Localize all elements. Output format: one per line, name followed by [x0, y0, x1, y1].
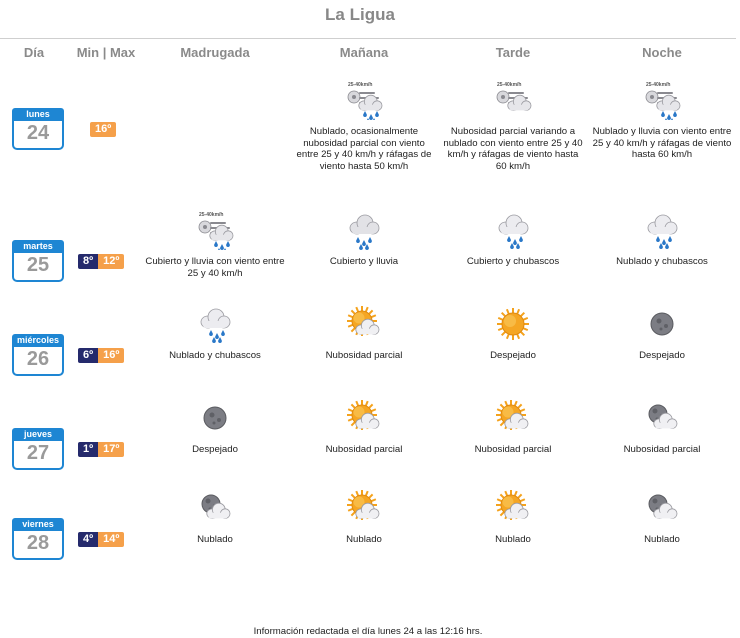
- forecast-cell: [587, 80, 737, 161]
- temp-min: 4º: [78, 532, 98, 547]
- forecast-cell: [587, 304, 737, 362]
- forecast-description: Despejado: [639, 350, 685, 361]
- cloud-showers-icon: [493, 210, 533, 250]
- header-manana: Mañana: [339, 45, 389, 60]
- forecast-description: Nubosidad parcial: [325, 350, 403, 361]
- moon-icon: [642, 304, 682, 344]
- forecast-description: Cubierto y lluvia con viento entre 25 y 40 km/h: [145, 256, 285, 279]
- temp-max: 12º: [98, 254, 124, 269]
- temp-range: [78, 254, 124, 269]
- sun-cloud-icon: [493, 488, 533, 528]
- day-weekday: miércoles: [12, 334, 64, 347]
- forecast-description: Nublado: [644, 534, 680, 545]
- temp-min: 6º: [78, 348, 98, 363]
- forecast-description: Nublado y chubascos: [169, 350, 261, 361]
- moon-icon: [195, 398, 235, 438]
- cloud-showers-icon: [195, 304, 235, 344]
- forecast-description: Cubierto y lluvia: [329, 256, 399, 267]
- forecast-cell: [438, 80, 588, 172]
- temp-range: [78, 442, 124, 457]
- forecast-description: Nublado y lluvia con viento entre 25 y 40 km/h y ráfagas de viento hasta 60 km/h: [592, 126, 732, 160]
- moon-cloud-icon: [195, 488, 235, 528]
- svg-text:25-40km/h: 25-40km/h: [348, 82, 373, 88]
- day-date: 26: [26, 348, 50, 370]
- cloud-showers-icon: [642, 210, 682, 250]
- forecast-description: Nubosidad parcial: [623, 444, 701, 455]
- day-weekday: jueves: [12, 428, 64, 441]
- moon-cloud-icon: [642, 488, 682, 528]
- forecast-cell: [140, 488, 290, 546]
- svg-text:25-40km/h: 25-40km/h: [199, 212, 224, 218]
- cloud-rain-icon: [344, 210, 384, 250]
- forecast-cell: [438, 210, 588, 268]
- sun-icon: [493, 304, 533, 344]
- day-calendar: [12, 428, 64, 470]
- header-tarde: Tarde: [495, 45, 531, 60]
- page-title: La Ligua: [325, 5, 395, 24]
- footer-note: Información redactada el día lunes 24 a las 12:16 hrs.: [253, 626, 483, 637]
- forecast-description: Nublado: [346, 534, 382, 545]
- temp-max: 14º: [98, 532, 124, 547]
- sun-cloud-icon: [344, 488, 384, 528]
- temp-max: 16º: [98, 348, 124, 363]
- header-day: Día: [23, 45, 45, 60]
- forecast-cell: [289, 398, 439, 456]
- svg-text:25-40km/h: 25-40km/h: [646, 82, 671, 88]
- temp-range: [78, 348, 124, 363]
- sun-cloud-icon: [344, 304, 384, 344]
- temp-range: [78, 122, 116, 137]
- temp-range: [78, 532, 124, 547]
- forecast-description: Nubosidad parcial: [474, 444, 552, 455]
- forecast-cell: [587, 488, 737, 546]
- day-date: 24: [26, 122, 50, 144]
- header-madrugada: Madrugada: [180, 45, 250, 60]
- wind-rain-icon: [195, 210, 235, 250]
- wind-rain-icon: [344, 80, 384, 120]
- forecast-description: Cubierto y chubascos: [466, 256, 560, 267]
- temp-max: 17º: [98, 442, 124, 457]
- day-weekday: viernes: [12, 518, 64, 531]
- day-date: 25: [26, 254, 50, 276]
- day-weekday: lunes: [12, 108, 64, 121]
- forecast-description: Nubosidad parcial variando a nublado con viento entre 25 y 40 km/h y ráfagas de viento hasta 60 km/h: [443, 126, 583, 172]
- svg-text:25-40km/h: 25-40km/h: [497, 82, 522, 88]
- forecast-description: Nublado, ocasionalmente nubosidad parcial con viento entre 25 y 40 km/h y ráfagas de viento hasta 50 km/h: [296, 126, 432, 172]
- day-calendar: [12, 334, 64, 376]
- forecast-description: Nubosidad parcial: [325, 444, 403, 455]
- forecast-description: Nublado: [495, 534, 531, 545]
- wind-rain-icon: [642, 80, 682, 120]
- temp-min: 8º: [78, 254, 98, 269]
- day-date: 28: [26, 532, 50, 554]
- forecast-cell: [289, 304, 439, 362]
- forecast-cell: [140, 210, 290, 279]
- moon-cloud-icon: [642, 398, 682, 438]
- temp-max: 16º: [90, 122, 116, 137]
- sun-cloud-icon: [493, 398, 533, 438]
- forecast-cell: [587, 398, 737, 456]
- header-noche: Noche: [642, 45, 682, 60]
- sun-cloud-icon: [344, 398, 384, 438]
- forecast-cell: [289, 210, 439, 268]
- forecast-cell: [140, 304, 290, 362]
- forecast-cell: [438, 488, 588, 546]
- forecast-description: Despejado: [490, 350, 536, 361]
- forecast-cell: [438, 304, 588, 362]
- title-divider: [0, 38, 736, 39]
- forecast-cell: [289, 80, 439, 172]
- day-calendar: [12, 108, 64, 150]
- forecast-description: Nublado: [197, 534, 233, 545]
- forecast-cell: [289, 488, 439, 546]
- forecast-description: Despejado: [192, 444, 238, 455]
- wind-cloud-icon: [493, 80, 533, 120]
- day-calendar: [12, 240, 64, 282]
- day-weekday: martes: [12, 240, 64, 253]
- forecast-cell: [140, 398, 290, 456]
- day-date: 27: [26, 442, 50, 464]
- forecast-cell: [587, 210, 737, 268]
- day-calendar: [12, 518, 64, 560]
- forecast-cell: [438, 398, 588, 456]
- forecast-description: Nublado y chubascos: [616, 256, 708, 267]
- header-minmax: Min | Max: [76, 45, 136, 60]
- temp-min: 1º: [78, 442, 98, 457]
